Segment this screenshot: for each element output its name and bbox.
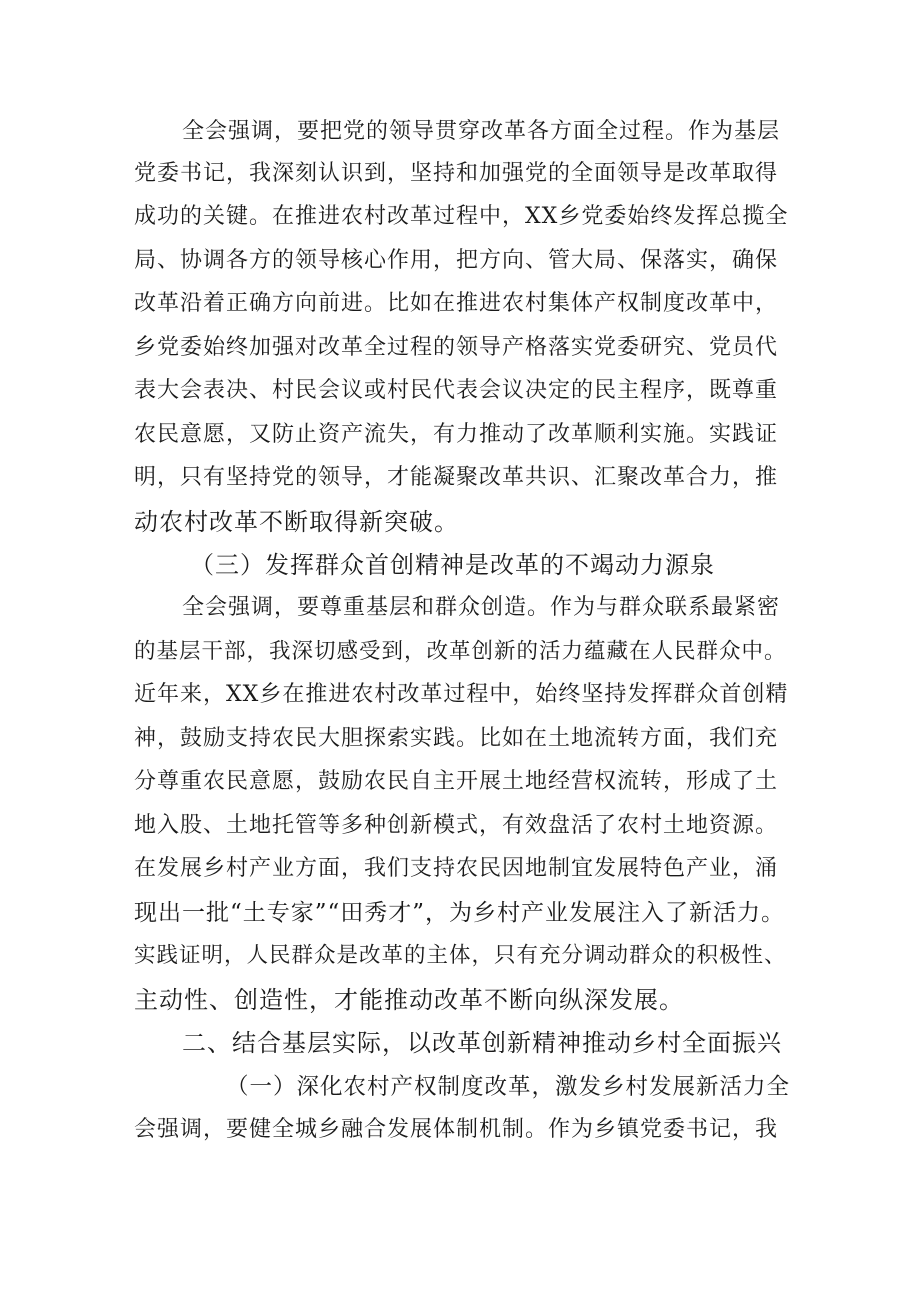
paragraph-line: 地入股、土地托管等多种创新模式，有效盘活了农村土地资源。	[134, 813, 779, 838]
paragraph-line: 明，只有坚持党的领导，才能凝聚改革共识、汇聚改革合力，推	[134, 465, 779, 490]
paragraph-line: 乡党委始终加强对改革全过程的领导产格落实党委研究、党员代	[134, 335, 779, 360]
paragraph-line: 全会强调，要把党的领导贯穿改革各方面全过程。作为基层	[182, 119, 781, 144]
paragraph-line: 的基层干部，我深切感受到，改革创新的活力蕴藏在人民群众中。	[134, 639, 787, 664]
paragraph-line: 主动性、创造性，才能推动改革不断向纵深发展。	[134, 986, 684, 1014]
paragraph-line: 近年来，XX乡在推进农村改革过程中，始终坚持发挥群众首创精	[134, 682, 789, 707]
paragraph-line: 分尊重农民意愿，鼓励农民自主开展土地经营权流转，形成了土	[134, 769, 779, 794]
paragraph-line: 全会强调，要尊重基层和群众创造。作为与群众联系最紧密	[182, 595, 781, 620]
paragraph-line: 实践证明，人民群众是改革的主体，只有充分调动群众的积极性、	[134, 943, 787, 968]
paragraph-line: 动农村改革不断取得新突破。	[134, 508, 459, 536]
paragraph-line: 表大会表决、村民会议或村民代表会议决定的民主程序，既尊重	[134, 378, 779, 403]
paragraph-line: 农民意愿，又防止资产流失，有力推动了改革顺利实施。实践证	[134, 422, 779, 447]
paragraph-line: 在发展乡村产业方面，我们支持农民因地制宜发展特色产业，涌	[134, 856, 779, 881]
paragraph-line: 神，鼓励支持农民大胆探索实践。比如在土地流转方面，我们充	[134, 726, 779, 751]
paragraph-line: 现出一批“土专家”“田秀才”，为乡村产业发展注入了新活力。	[134, 900, 786, 926]
paragraph-line: 党委书记，我深刻认识到，坚持和加强党的全面领导是改革取得	[134, 161, 779, 186]
subsection-heading-line: （一）深化农村产权制度改革，激发乡村发展新活力全	[226, 1074, 791, 1100]
paragraph-line: 成功的关键。在推进农村改革过程中，XX乡党委始终发挥总揽全	[134, 204, 789, 229]
paragraph-line: 改革沿着正确方向前进。比如在推进农村集体产权制度改革中，	[134, 291, 779, 316]
section-heading: （三）发挥群众首创精神是改革的不竭动力源泉	[190, 551, 715, 579]
chapter-heading: 二、结合基层实际，以改革创新精神推动乡村全面振兴	[182, 1029, 782, 1057]
paragraph-line: 会强调，要健全城乡融合发展体制机制。作为乡镇党委书记，我	[134, 1117, 779, 1142]
paragraph-line: 局、协调各方的领导核心作用，把方向、管大局、保落实，确保	[134, 248, 779, 273]
